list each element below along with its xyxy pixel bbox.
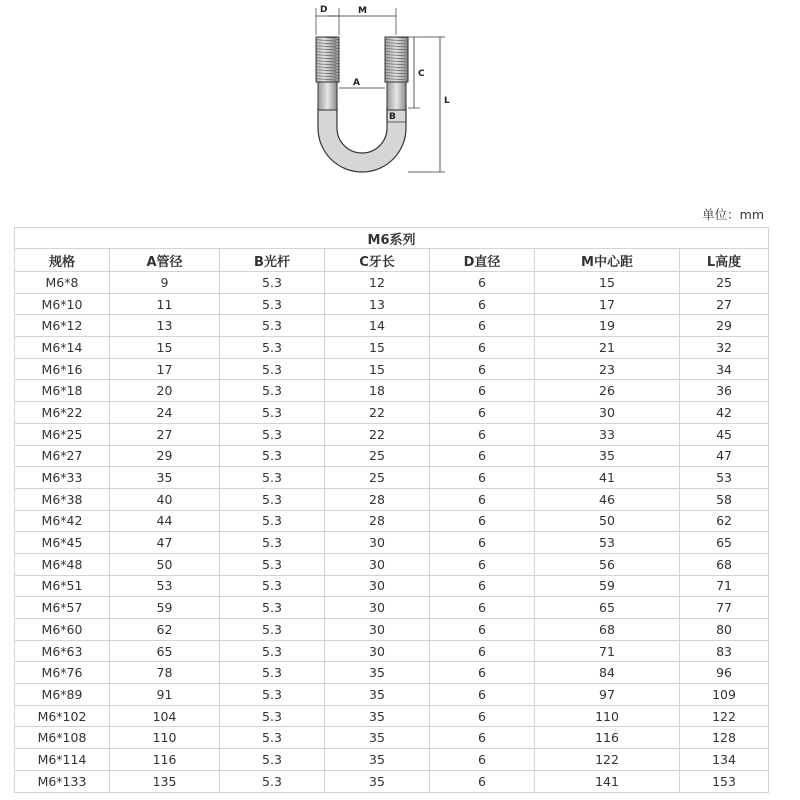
table-cell: 91	[110, 684, 220, 706]
column-header: D直径	[430, 249, 535, 272]
table-cell: 35	[325, 684, 430, 706]
table-cell: 6	[430, 337, 535, 359]
table-cell: 9	[110, 272, 220, 294]
table-cell: 59	[110, 597, 220, 619]
table-cell: 6	[430, 619, 535, 641]
table-cell: 110	[535, 705, 680, 727]
series-title: M6系列	[15, 228, 769, 249]
unit-label: 单位：mm	[702, 207, 764, 222]
table-cell: M6*102	[15, 705, 110, 727]
table-cell: 116	[110, 749, 220, 771]
table-cell: 15	[325, 358, 430, 380]
table-cell: 68	[535, 619, 680, 641]
table-cell: 5.3	[220, 337, 325, 359]
table-cell: 78	[110, 662, 220, 684]
table-cell: 35	[110, 467, 220, 489]
table-cell: 50	[535, 510, 680, 532]
table-cell: 47	[110, 532, 220, 554]
table-cell: 24	[110, 402, 220, 424]
table-cell: M6*114	[15, 749, 110, 771]
table-cell: 28	[325, 510, 430, 532]
table-cell: 6	[430, 402, 535, 424]
table-cell: 6	[430, 488, 535, 510]
table-cell: 5.3	[220, 402, 325, 424]
table-row	[15, 380, 769, 402]
table-cell: 6	[430, 380, 535, 402]
dim-label-d: D	[320, 5, 328, 15]
table-row	[15, 293, 769, 315]
dim-label-l: L	[444, 96, 450, 106]
table-row	[15, 315, 769, 337]
table-cell: 110	[110, 727, 220, 749]
table-cell: 40	[110, 488, 220, 510]
table-row	[15, 402, 769, 424]
table-cell: 28	[325, 488, 430, 510]
table-cell: 5.3	[220, 749, 325, 771]
table-cell: 5.3	[220, 684, 325, 706]
table-cell: 5.3	[220, 705, 325, 727]
table-row	[15, 749, 769, 771]
table-cell: 53	[680, 467, 769, 489]
table-cell: 56	[535, 553, 680, 575]
table-cell: 122	[680, 705, 769, 727]
header-row	[15, 249, 769, 272]
column-header: L高度	[680, 249, 769, 272]
table-cell: 77	[680, 597, 769, 619]
table-cell: M6*33	[15, 467, 110, 489]
table-cell: 5.3	[220, 445, 325, 467]
table-cell: 6	[430, 684, 535, 706]
table-row	[15, 467, 769, 489]
table-cell: 5.3	[220, 293, 325, 315]
spec-table-container	[14, 227, 768, 793]
right-thread	[385, 37, 408, 82]
table-cell: 12	[325, 272, 430, 294]
table-cell: 41	[535, 467, 680, 489]
table-cell: 29	[110, 445, 220, 467]
table-cell: M6*14	[15, 337, 110, 359]
table-row	[15, 445, 769, 467]
left-thread	[316, 37, 339, 82]
table-cell: 15	[110, 337, 220, 359]
table-cell: 62	[680, 510, 769, 532]
table-cell: 6	[430, 315, 535, 337]
column-header: 规格	[15, 249, 110, 272]
table-row	[15, 510, 769, 532]
table-cell: 35	[325, 705, 430, 727]
table-cell: 6	[430, 640, 535, 662]
table-cell: 53	[110, 575, 220, 597]
table-cell: 5.3	[220, 553, 325, 575]
left-shank	[318, 80, 337, 110]
table-cell: 35	[325, 727, 430, 749]
table-row	[15, 358, 769, 380]
table-cell: M6*27	[15, 445, 110, 467]
table-cell: 35	[325, 770, 430, 792]
table-cell: M6*45	[15, 532, 110, 554]
table-cell: 96	[680, 662, 769, 684]
table-cell: M6*12	[15, 315, 110, 337]
table-cell: 5.3	[220, 597, 325, 619]
table-cell: M6*18	[15, 380, 110, 402]
table-cell: 32	[680, 337, 769, 359]
table-cell: 5.3	[220, 575, 325, 597]
table-cell: 15	[535, 272, 680, 294]
table-cell: 135	[110, 770, 220, 792]
table-cell: 27	[110, 423, 220, 445]
table-cell: 35	[325, 662, 430, 684]
table-cell: 5.3	[220, 488, 325, 510]
table-cell: 46	[535, 488, 680, 510]
table-row	[15, 770, 769, 792]
right-shank	[387, 80, 406, 110]
table-cell: 30	[325, 619, 430, 641]
table-cell: 6	[430, 727, 535, 749]
table-cell: M6*51	[15, 575, 110, 597]
table-cell: 59	[535, 575, 680, 597]
table-cell: 23	[535, 358, 680, 380]
table-row	[15, 727, 769, 749]
table-cell: M6*22	[15, 402, 110, 424]
table-cell: 13	[110, 315, 220, 337]
table-row	[15, 488, 769, 510]
table-cell: 116	[535, 727, 680, 749]
table-row	[15, 337, 769, 359]
dim-label-m: M	[358, 6, 367, 16]
table-cell: 153	[680, 770, 769, 792]
table-cell: 29	[680, 315, 769, 337]
table-row	[15, 619, 769, 641]
table-cell: 5.3	[220, 662, 325, 684]
table-cell: 5.3	[220, 467, 325, 489]
table-cell: 5.3	[220, 272, 325, 294]
table-cell: 6	[430, 553, 535, 575]
table-cell: 6	[430, 423, 535, 445]
table-cell: 5.3	[220, 380, 325, 402]
table-cell: 25	[325, 445, 430, 467]
table-cell: 71	[535, 640, 680, 662]
table-row	[15, 575, 769, 597]
table-cell: 11	[110, 293, 220, 315]
spec-table	[14, 227, 769, 793]
table-row	[15, 272, 769, 294]
table-cell: M6*133	[15, 770, 110, 792]
table-cell: 71	[680, 575, 769, 597]
table-cell: 22	[325, 423, 430, 445]
table-cell: 17	[110, 358, 220, 380]
table-cell: M6*42	[15, 510, 110, 532]
table-cell: M6*25	[15, 423, 110, 445]
table-cell: 25	[325, 467, 430, 489]
table-row	[15, 597, 769, 619]
column-header: A管径	[110, 249, 220, 272]
table-cell: 6	[430, 358, 535, 380]
table-cell: 122	[535, 749, 680, 771]
table-cell: 5.3	[220, 619, 325, 641]
table-cell: 6	[430, 770, 535, 792]
table-cell: 53	[535, 532, 680, 554]
table-cell: M6*108	[15, 727, 110, 749]
table-cell: 45	[680, 423, 769, 445]
dim-label-b: B	[389, 112, 396, 122]
table-cell: 21	[535, 337, 680, 359]
table-cell: M6*10	[15, 293, 110, 315]
table-cell: 30	[325, 532, 430, 554]
table-cell: 42	[680, 402, 769, 424]
table-cell: 5.3	[220, 770, 325, 792]
table-cell: 104	[110, 705, 220, 727]
table-cell: M6*63	[15, 640, 110, 662]
table-cell: 30	[325, 640, 430, 662]
table-cell: 80	[680, 619, 769, 641]
table-cell: 27	[680, 293, 769, 315]
table-cell: 65	[680, 532, 769, 554]
dim-label-a: A	[353, 78, 360, 88]
table-cell: 5.3	[220, 358, 325, 380]
table-cell: 6	[430, 293, 535, 315]
table-cell: M6*57	[15, 597, 110, 619]
table-cell: 30	[325, 553, 430, 575]
table-cell: 44	[110, 510, 220, 532]
table-cell: 17	[535, 293, 680, 315]
table-cell: 30	[325, 597, 430, 619]
table-row	[15, 705, 769, 727]
dim-label-c: C	[418, 69, 425, 79]
table-cell: 26	[535, 380, 680, 402]
table-cell: 47	[680, 445, 769, 467]
table-cell: 65	[535, 597, 680, 619]
table-cell: 5.3	[220, 727, 325, 749]
table-cell: 30	[325, 575, 430, 597]
table-cell: 25	[680, 272, 769, 294]
table-cell: 5.3	[220, 640, 325, 662]
table-cell: 6	[430, 705, 535, 727]
column-header: M中心距	[535, 249, 680, 272]
table-cell: 5.3	[220, 315, 325, 337]
table-cell: 20	[110, 380, 220, 402]
table-cell: 62	[110, 619, 220, 641]
table-cell: 13	[325, 293, 430, 315]
table-cell: 141	[535, 770, 680, 792]
table-cell: 65	[110, 640, 220, 662]
table-cell: 5.3	[220, 423, 325, 445]
table-cell: 97	[535, 684, 680, 706]
table-cell: M6*76	[15, 662, 110, 684]
table-cell: 34	[680, 358, 769, 380]
table-row	[15, 532, 769, 554]
table-row	[15, 662, 769, 684]
table-cell: 15	[325, 337, 430, 359]
table-cell: 6	[430, 445, 535, 467]
u-bolt-diagram	[290, 0, 470, 175]
table-cell: 6	[430, 575, 535, 597]
table-row	[15, 553, 769, 575]
table-cell: M6*89	[15, 684, 110, 706]
table-cell: 35	[325, 749, 430, 771]
table-cell: 6	[430, 662, 535, 684]
table-cell: 134	[680, 749, 769, 771]
table-cell: M6*60	[15, 619, 110, 641]
table-cell: M6*16	[15, 358, 110, 380]
table-cell: 128	[680, 727, 769, 749]
table-cell: 6	[430, 467, 535, 489]
table-cell: 36	[680, 380, 769, 402]
column-header: C牙长	[325, 249, 430, 272]
table-cell: 6	[430, 597, 535, 619]
table-cell: 6	[430, 510, 535, 532]
column-header: B光杆	[220, 249, 325, 272]
table-cell: 33	[535, 423, 680, 445]
table-cell: 35	[535, 445, 680, 467]
table-cell: M6*8	[15, 272, 110, 294]
table-row	[15, 640, 769, 662]
table-cell: 6	[430, 272, 535, 294]
table-cell: 6	[430, 749, 535, 771]
table-cell: 30	[535, 402, 680, 424]
table-cell: 83	[680, 640, 769, 662]
table-body	[15, 272, 769, 793]
table-cell: 58	[680, 488, 769, 510]
table-cell: 14	[325, 315, 430, 337]
table-cell: 5.3	[220, 510, 325, 532]
table-cell: 68	[680, 553, 769, 575]
table-cell: 50	[110, 553, 220, 575]
table-cell: 84	[535, 662, 680, 684]
table-row	[15, 423, 769, 445]
table-cell: 6	[430, 532, 535, 554]
table-cell: 109	[680, 684, 769, 706]
table-cell: M6*48	[15, 553, 110, 575]
table-cell: 18	[325, 380, 430, 402]
table-cell: M6*38	[15, 488, 110, 510]
table-cell: 19	[535, 315, 680, 337]
table-cell: 5.3	[220, 532, 325, 554]
table-cell: 22	[325, 402, 430, 424]
table-row	[15, 684, 769, 706]
